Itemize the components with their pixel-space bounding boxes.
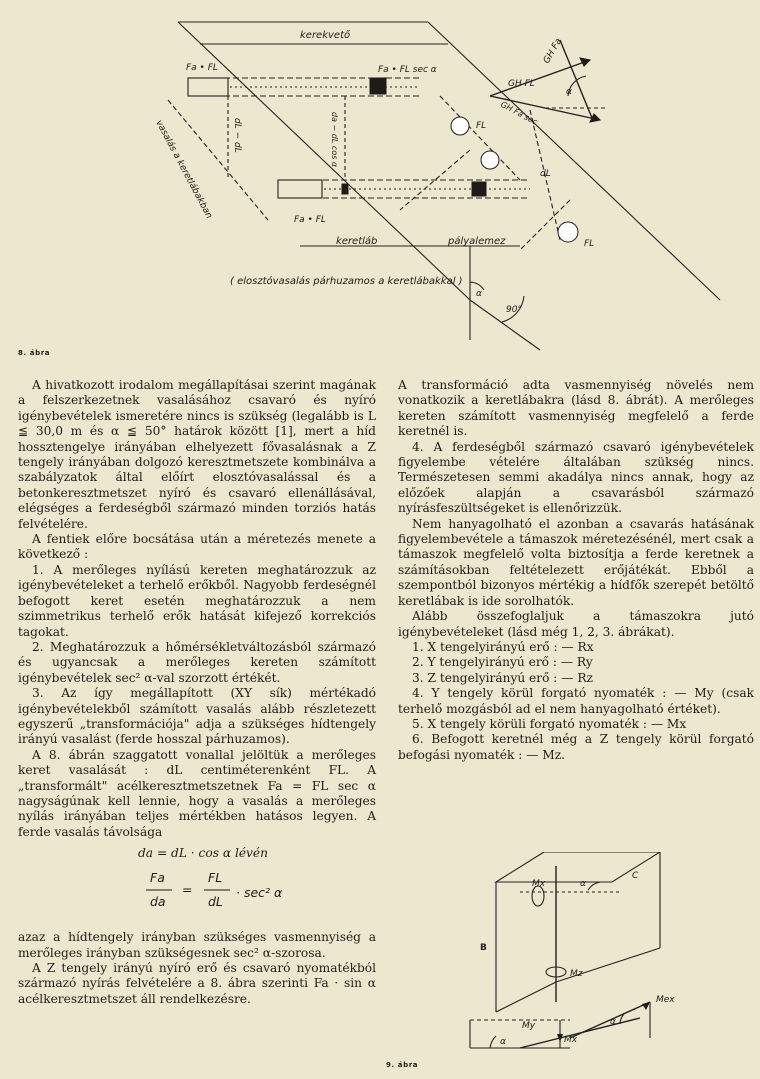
left-column [18,378,376,1007]
figure-9 [460,852,680,1064]
fig9-label-alpha-top: α [580,879,586,889]
rebar-circle-1 [451,117,469,135]
top-beam-end-left [188,78,228,96]
left-paragraph-3: 1. A merőleges nyílású kereten meghatározzuk az igénybevételeket a terhelő erőkből. Nagyobb ferdeségnél befogott keret esetén meghatározzuk a nem szimmetrikus terhelő erők hatását kifejező korrekciós tagokat. [18,562,376,639]
formula-2-eq: = [182,882,193,898]
moment-mx-top [532,886,544,906]
right-paragraph-2: 4. A ferdeségből származó csavaró igénybevételek figyelembe vételére általában szükség nincs. Természetesen semmi akadálya nincs annak, hogy az előzőek alapján a csavarásból származó nyírásfeszültségeket is ellenőrizzük. [398,439,754,516]
label-da-cos: da − dL cos α [330,112,339,168]
fig9-label-alpha-bottom: α [610,1017,616,1027]
formula-1: da = dL · cos α lévén [138,846,268,861]
label-ninety: 90° [506,305,522,315]
fig9-label-c: C [632,871,639,881]
list-item-x-moment: 5. X tengely körüli forgató nyomaték : — Mx [412,716,687,731]
label-fa-fl-top: Fa • FL [186,63,218,73]
rebar-circle-2 [481,151,499,169]
label-dl-minus-dl: dL − dL [232,118,242,153]
formula-2-tail: · sec² α [236,885,283,901]
label-fa-fl-bottom: Fa • FL [294,215,326,225]
fig9-label-alpha-left: α [500,1037,506,1047]
label-palyalemez: pályalemez [448,236,506,247]
fig9-label-mex: Mex [656,995,675,1005]
formula-block [18,840,376,930]
fig9-label-my: My [522,1021,536,1031]
label-fa-fl-sec: Fa • FL sec α [378,65,437,75]
left-paragraph-1: A hivatkozott irodalom megállapításai szerint magának a felszerkezetnek vasalásához csavaró és nyíró igénybevételek ismeretére nincs is szükség (legalább is L ≦ 30,0 m és α ≦ 50° határok között [1], mert a híd hossztengelye irányában elhelyezett fővasalásnak a Z tengely irányában dolgozó keresztmetszete kombinálva a szabályzatok által előírt elosztóvasalással és a betonkeresztmetszet nyíró és csavaró ellenállásával, elégséges a ferdeségből származó minden torziós hatás felvételére. [18,378,376,531]
rebar-circle-3 [558,222,578,242]
right-column [398,378,754,763]
figure-8 [0,0,760,365]
label-gh-fa: GH Fa [541,36,565,66]
figure-9-caption: 9. ábra [386,1061,419,1069]
fig9-label-mx-top: Mx [532,879,546,889]
rebar-square-top [370,78,386,94]
formula-2-num-left: Fa [150,870,165,886]
left-paragraph-4: 2. Meghatározzuk a hőmérsékletváltozásból származó és ugyancsak a merőleges kereten számított igénybevételek sec² α-val szorzott értékét. [18,639,376,685]
rebar-square-bottom [472,182,486,196]
figure-8-caption: 8. ábra [18,349,51,357]
frame-front [496,882,612,1012]
label-fl: FL [476,121,487,131]
left-paragraph-7: azaz a hídtengely irányban szükséges vasmennyiség a merőleges irányban szükségesnek sec² α-szorosa. [18,930,376,960]
skew-line-left [178,22,470,300]
bottom-beam-end-left [278,180,322,198]
list-item-y-moment: 4. Y tengely körül forgató nyomaték : — My (csak terhelő mozgásból ad el nem hanyagolható értéket). [398,686,754,716]
fig9-label-mx-bottom: Mx [564,1035,578,1045]
skew-line-right [428,22,720,300]
label-dl: dL [540,169,551,179]
formula-2-num-right: FL [208,870,223,886]
right-paragraph-4: Alább összefoglaljuk a támaszokra jutó igénybevételeket (lásd még 1, 2, 3. ábrákat). [398,609,754,639]
figure-9-drawing [460,852,680,1064]
label-alpha-bottom: α [476,289,482,299]
formula-2 [118,866,378,926]
right-paragraph-1: A transformáció adta vasmennyiség növelés nem vonatkozik a keretlábakra (lásd 8. ábrát). A merőleges kereten számított vasmennyiség megfelelő a ferde keretnél is. [398,378,754,439]
label-alpha-top: α [566,87,572,97]
left-paragraph-5: 3. Az így megállapított (XY sík) mértékadó igénybevételekből számított vasalás alább részletezett egyszerű „transformációja" adja a szükséges hídtengely irányú vasalást (ferde hosszal párhuzamos). [18,686,376,747]
left-paragraph-8: A Z tengely irányú nyíró erő és csavaró nyomatékból származó nyírás felvételére a 8. ábra szerinti Fa · sin α acélkeresztmetszet áll rendelkezésre. [18,961,376,1006]
list-item-z-moment: 6. Befogott keretnél még a Z tengely körül forgató befogási nyomaték : — Mz. [398,732,754,762]
formula-2-den-left: da [150,894,166,910]
figure-8-drawing [0,0,760,365]
fig9-label-mz: Mz [570,969,583,979]
left-paragraph-6: A 8. ábrán szaggatott vonallal jelöltük a merőleges keret vasalását : dL centiméterenként FL. A „transformált" acélkeresztmetszetnek Fa = FL sec α nagyságúnak kell lennie, hogy a vasalás a merőleges nyílás irányában teljes mértékben hatásos legyen. A ferde vasalás távolsága [18,747,376,839]
label-gh-fa-sec: GH Fa sec [499,99,539,127]
label-fl-right: FL [584,239,595,249]
list-item-y-force: 2. Y tengelyirányú erő : — Ry [412,655,593,670]
label-gh-fl: GH FL [508,79,535,89]
fig9-label-b: B [480,943,487,953]
label-note: ( elosztóvasalás párhuzamos a keretlábakkal ) [230,276,463,287]
label-kerekveto: kerekvető [300,30,351,41]
label-keretlab: keretláb [336,236,378,247]
label-vasalas: vasalás a keretlábakban [153,118,214,221]
right-paragraph-3: Nem hanyagolható el azonban a csavarás hatásának figyelembevétele a támaszok méretezésénél, mert csak a támaszok megfelelő volta biztosítja a ferde keretnek a számításokban feltételezett erőjátékát. Ebből a szempontból bizonyos mértékig a hídfők szerepét betöltő keretlábak is ide sorolhatók. [398,516,754,608]
list-item-x-force: 1. X tengelyirányú erő : — Rx [412,639,594,654]
formula-2-den-right: dL [208,894,223,910]
list-item-z-force: 3. Z tengelyirányú erő : — Rz [412,670,593,685]
left-paragraph-2: A fentiek előre bocsátása után a méretezés menete a következő : [18,532,376,562]
